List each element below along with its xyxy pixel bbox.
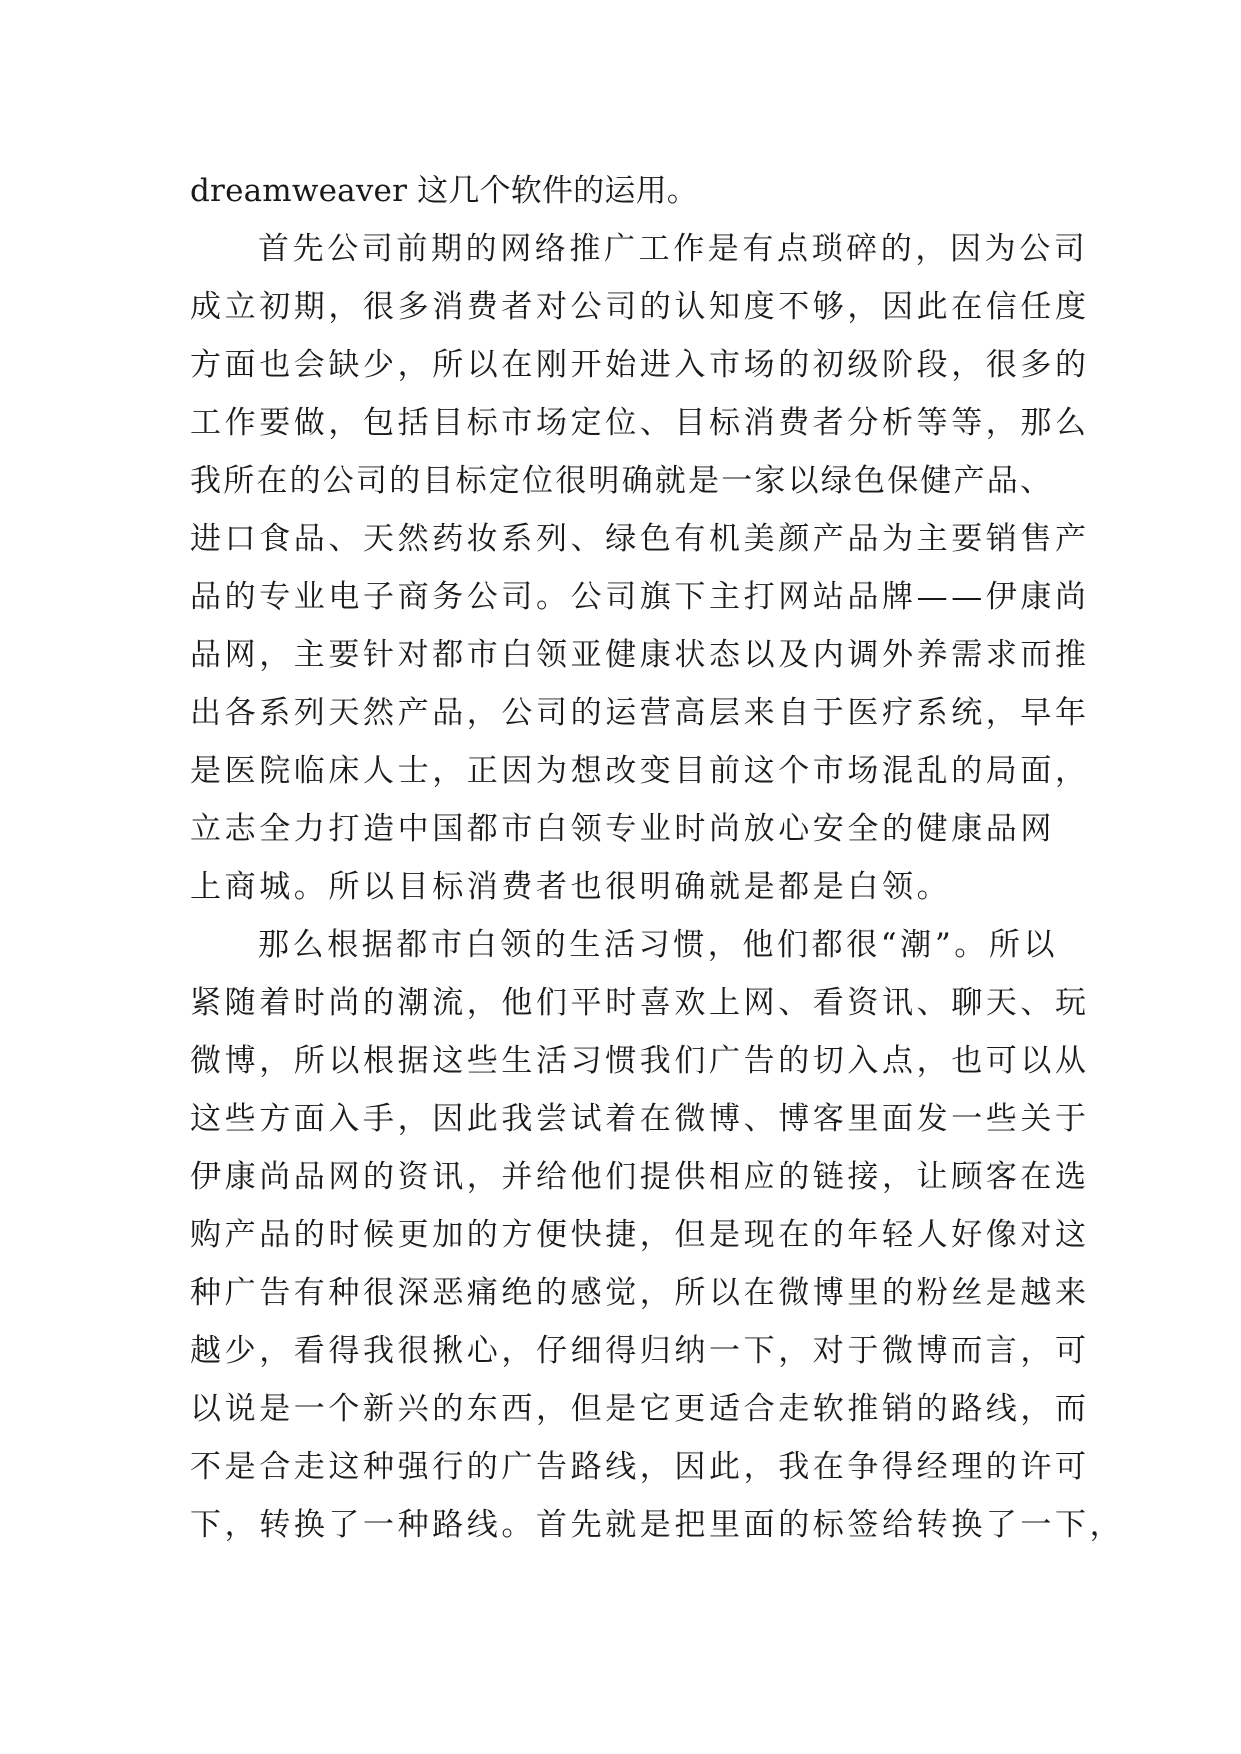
text-line: 不是合走这种强行的广告路线，因此，我在争得经理的许可: [190, 1449, 1090, 1485]
text-line: 以说是一个新兴的东西，但是它更适合走软推销的路线，而: [190, 1391, 1090, 1427]
text-line: 下，转换了一种路线。首先就是把里面的标签给转换了一下，: [190, 1507, 1125, 1543]
text-line: 越少，看得我很揪心，仔细得归纳一下，对于微博而言，可: [190, 1333, 1090, 1369]
text-line: 这些方面入手，因此我尝试着在微博、博客里面发一些关于: [190, 1101, 1090, 1137]
text-line: 品网，主要针对都市白领亚健康状态以及内调外养需求而推: [190, 637, 1090, 673]
text-line: 工作要做，包括目标市场定位、目标消费者分析等等，那么: [190, 405, 1090, 441]
text-line: 进口食品、天然药妆系列、绿色有机美颜产品为主要销售产: [190, 521, 1090, 557]
text-line: 出各系列天然产品，公司的运营高层来自于医疗系统，早年: [190, 695, 1090, 731]
text-line: 紧随着时尚的潮流，他们平时喜欢上网、看资讯、聊天、玩: [190, 985, 1090, 1021]
text-line: dreamweaver 这几个软件的运用。: [190, 173, 698, 209]
text-line: 方面也会缺少，所以在刚开始进入市场的初级阶段，很多的: [190, 347, 1090, 383]
text-line: 伊康尚品网的资讯，并给他们提供相应的链接，让顾客在选: [190, 1159, 1090, 1195]
paragraph-first-line: 首先公司前期的网络推广工作是有点琐碎的，因为公司: [258, 231, 1089, 267]
text-line: 成立初期，很多消费者对公司的认知度不够，因此在信任度: [190, 289, 1090, 325]
paragraph-first-line: 那么根据都市白领的生活习惯，他们都很“潮”。所以: [258, 927, 1059, 963]
text-line: 购产品的时候更加的方便快捷，但是现在的年轻人好像对这: [190, 1217, 1090, 1253]
text-line: 我所在的公司的目标定位很明确就是一家以绿色保健产品、: [190, 463, 1054, 499]
text-line: 品的专业电子商务公司。公司旗下主打网站品牌——伊康尚: [190, 579, 1090, 615]
text-line: 上商城。所以目标消费者也很明确就是都是白领。: [190, 869, 952, 905]
body-text: [190, 162, 1125, 1554]
text-line: 微博，所以根据这些生活习惯我们广告的切入点，也可以从: [190, 1043, 1090, 1079]
text-line: 立志全力打造中国都市白领专业时尚放心安全的健康品网: [190, 811, 1055, 847]
text-line: 是医院临床人士，正因为想改变目前这个市场混乱的局面，: [190, 753, 1090, 789]
text-line: 种广告有种很深恶痛绝的感觉，所以在微博里的粉丝是越来: [190, 1275, 1090, 1311]
